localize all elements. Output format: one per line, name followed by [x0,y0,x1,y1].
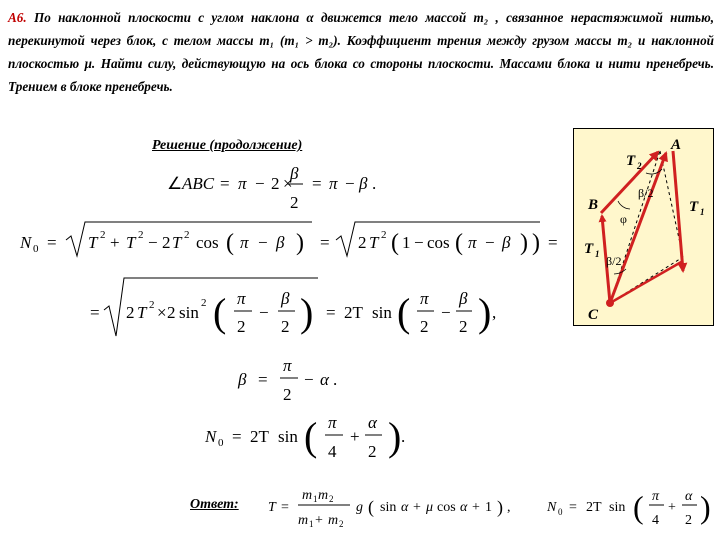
eq-n0-first [19,222,558,256]
paren-open: ( [304,414,318,459]
pi-numerator: π [283,356,292,375]
superscript: 2 [201,297,207,309]
mu-symbol: μ [426,500,434,515]
superscript: 2 [100,229,106,241]
minus-sign: − [345,174,355,193]
eq-sign: = [47,233,57,252]
label-b: B [588,197,599,213]
plus-sign: + [350,427,360,446]
two-coefficient: 2 [271,174,280,193]
beta-numerator: β [459,289,468,308]
m2-subscript: 2 [339,519,344,529]
label-t2-subscript: 2 [637,161,642,171]
solution-heading: Решение (продолжение) [152,138,303,153]
alpha-symbol: α [320,370,329,389]
beta-numerator: β [290,164,299,183]
label-beta-half-bottom: β/2 [606,254,622,268]
two-denominator: 2 [459,317,468,336]
eq-sign: = [569,500,577,515]
minus-sign: − [255,174,265,193]
force-diagram [573,128,714,326]
plus-sign: + [668,500,676,515]
paren-open: ( [455,230,463,256]
cos-function: cos [196,233,219,252]
two-denominator: 2 [420,317,429,336]
beta-symbol: β [276,233,285,252]
sin-function: sin [380,500,397,515]
beta-symbol: β [238,370,247,389]
plus-sign: + [110,233,120,252]
answer-formulas [268,488,711,529]
minus-sign: − [441,303,451,322]
eq-sign: = [90,303,100,322]
pi-symbol: π [240,233,249,252]
paren-open: ( [397,290,411,335]
t-symbol: T [268,500,276,515]
paren-open: ( [213,290,227,335]
alpha-numerator: α [368,413,377,432]
t-symbol: T [126,233,136,252]
eq-sign: = [320,233,330,252]
two-denominator: 2 [685,513,692,528]
eq-sign: = [258,370,268,389]
paren-close: ) [388,414,402,459]
sin-function: sin [609,500,626,515]
paren-open: ( [633,489,644,525]
label-t1-left-subscript: 1 [595,249,600,259]
angle-arc-phi [618,201,630,209]
answer-label: Ответ: [190,497,239,512]
m1-subscript: 1 [313,494,318,504]
pi-symbol: π [468,233,477,252]
t-symbol: T [172,233,182,252]
m1-subscript: 1 [309,519,314,529]
plus-sign: + [472,500,480,515]
m1-symbol: m [302,488,313,503]
beta-symbol: β [502,233,511,252]
pi-numerator: π [237,289,246,308]
times-sign: × [157,303,167,322]
one: 1 [485,500,492,515]
paren-close: ) [700,489,711,525]
paren-close: ) [532,230,540,256]
problem-text: По наклонной плоскости с углом наклона α движется тело массой m₂ , связанное нерастяжимой нитью, перекинутой через блок, с телом массы m₁ (m₁ > m₂). Коэффициент трения между грузом массы m₂ и наклонной плоскостью μ. Найти силу, действующую на ось блока со стороны плоскости. Массами блока и нити пренебречь. Трением в блоке пренебречь. [8,10,715,94]
label-a: A [671,137,682,153]
problem-number: А6. [8,10,27,25]
pi-symbol: π [238,174,247,193]
label-phi: φ [620,212,627,226]
n-subscript: 0 [33,243,39,255]
pi-numerator: π [328,413,337,432]
two-denominator: 2 [237,317,246,336]
two-denominator: 2 [283,385,292,404]
pi-numerator: π [652,489,660,504]
eq-sign: = [312,174,322,193]
eq-n0-result [204,413,405,461]
two-coefficient: 2 [162,233,171,252]
m1-symbol: m [298,513,309,528]
paren-open: ( [368,497,374,517]
m2-symbol: m [318,488,329,503]
paren-close: ) [300,290,314,335]
four-denominator: 4 [328,442,337,461]
sin-function: sin [372,303,392,322]
minus-sign: − [304,370,314,389]
paren-close: ) [478,290,492,335]
minus-sign: − [259,303,269,322]
cos-function: cos [427,233,450,252]
minus-sign: − [148,233,158,252]
two-denominator: 2 [368,442,377,461]
four-denominator: 4 [652,513,659,528]
superscript: 2 [184,229,190,241]
paren-close: ) [497,497,503,517]
t-symbol: T [88,233,98,252]
eq-sign: = [548,233,558,252]
cos-function: cos [437,500,456,515]
abc-label: ABC [182,174,215,193]
n-symbol: N [20,233,32,252]
minus-sign: − [485,233,495,252]
paren-close: ) [296,230,304,256]
two-t: 2T [344,303,363,322]
sin-function: sin [278,427,298,446]
alpha-symbol: α [460,500,468,515]
two-coefficient: 2 [167,303,176,322]
two-denominator: 2 [290,193,299,212]
paren-open: ( [226,230,234,256]
n-subscript: 0 [558,507,563,517]
beta-symbol: β [359,174,368,193]
superscript: 2 [138,229,144,241]
alpha-symbol: α [401,500,409,515]
label-t1-left: T [584,241,594,257]
comma: , [492,303,497,322]
plus-sign: + [413,500,421,515]
t-symbol: T [369,233,379,252]
label-t1-right-subscript: 1 [700,207,705,217]
t-symbol: T [137,303,147,322]
minus-sign: − [258,233,268,252]
eq-beta [237,356,337,404]
minus-sign: − [414,233,424,252]
times-sign: × [283,174,293,193]
eq-n0-second [90,278,496,336]
period: . [333,370,338,389]
plus-sign: + [315,513,323,528]
n-symbol: N [205,427,217,446]
period: . [401,427,406,446]
alpha-numerator: α [685,489,693,504]
eq-sign: = [220,174,230,193]
label-beta-half-top: β/2 [638,186,654,200]
two-coefficient: 2 [358,233,367,252]
n-symbol: N [547,500,557,515]
m2-symbol: m [328,513,339,528]
eq-sign: = [281,500,289,515]
two-t: 2T [250,427,269,446]
n-subscript: 0 [218,437,224,449]
period: . [372,174,377,193]
m2-subscript: 2 [329,494,334,504]
point-c [606,299,614,307]
label-c: C [588,307,599,323]
paren-open: ( [391,230,399,256]
comma: , [507,500,511,515]
pi-symbol: π [329,174,338,193]
g-symbol: g [356,500,363,515]
angle-symbol: ∠ [167,174,183,193]
label-t2: T [626,153,636,169]
eq-sign: = [232,427,242,446]
label-t1-right: T [689,199,699,215]
eq-angle-abc [167,164,376,212]
angle-arc-bottom [614,269,626,274]
superscript: 2 [149,299,155,311]
beta-numerator: β [281,289,290,308]
two-t: 2T [586,500,602,515]
two-denominator: 2 [281,317,290,336]
force-diagram-canvas [574,129,715,327]
sin-function: sin [179,303,199,322]
one: 1 [402,233,411,252]
eq-sign: = [326,303,336,322]
vector-t1-right [673,151,683,271]
superscript: 2 [381,229,387,241]
pi-numerator: π [420,289,429,308]
paren-close: ) [520,230,528,256]
two-coefficient: 2 [126,303,135,322]
